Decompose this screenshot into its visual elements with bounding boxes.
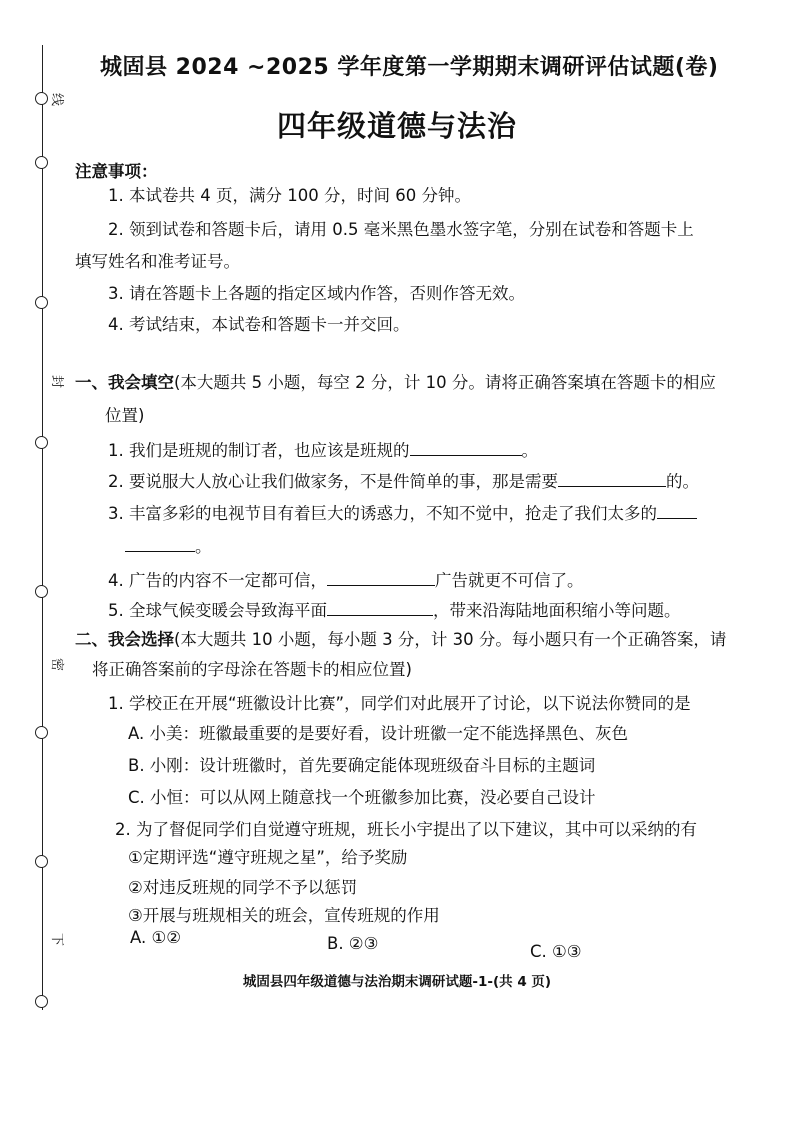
binding-char-mi: 密 <box>49 657 65 672</box>
section1-desc-cont: 位置) <box>105 406 145 425</box>
choice-option-c: C. 小恒：可以从网上随意找一个班徽参加比赛，没必要自己设计 <box>128 788 596 807</box>
note-item: 2. 领到试卷和答题卡后，请用 0.5 毫米黑色墨水签字笔，分别在试卷和答题卡上 <box>108 220 694 239</box>
choice-question-2: 2. 为了督促同学们自觉遵守班规，班长小宇提出了以下建议，其中可以采纳的有 <box>115 820 697 839</box>
answer-blank <box>327 567 435 586</box>
choice-item-3: ③开展与班规相关的班会，宣传班规的作用 <box>128 906 440 925</box>
binding-circle <box>35 855 48 868</box>
section2-heading-line <box>75 628 726 652</box>
question-text: ，带来沿海陆地面积缩小等问题。 <box>433 601 681 620</box>
section2-desc: (本大题共 10 小题，每小题 3 分，计 30 分。每小题只有一个正确答案，请 <box>174 630 727 649</box>
fill-question-2 <box>108 468 699 494</box>
answer-blank <box>657 500 697 519</box>
binding-circle <box>35 995 48 1008</box>
question-text: 5. 全球气候变暖会导致海平面 <box>108 601 327 620</box>
answer-blank <box>125 533 195 552</box>
section2-desc-cont: 将正确答案前的字母涂在答题卡的相应位置) <box>92 660 412 679</box>
binding-circle <box>35 156 48 169</box>
note-item: 4. 考试结束，本试卷和答题卡一并交回。 <box>108 315 410 334</box>
binding-char-feng: 封 <box>49 374 65 389</box>
note-item: 3. 请在答题卡上各题的指定区域内作答，否则作答无效。 <box>108 284 525 303</box>
choice-question-1: 1. 学校正在开展“班徽设计比赛”，同学们对此展开了讨论，以下说法你赞同的是 <box>108 694 691 713</box>
exam-title: 城固县 2024 ~2025 学年度第一学期期末调研评估试题(卷) <box>100 55 719 80</box>
choice-item-2: ②对违反班规的同学不予以惩罚 <box>128 878 358 897</box>
question-text: 。 <box>521 441 538 460</box>
choice-option-c: C. ①③ <box>530 942 582 961</box>
binding-char-xia: 下 <box>49 932 65 947</box>
question-text: 广告就更不可信了。 <box>435 571 584 590</box>
question-text: 3. 丰富多彩的电视节目有着巨大的诱惑力，不知不觉中，抢走了我们太多的 <box>108 504 657 523</box>
fill-question-4 <box>108 567 584 593</box>
question-text: 。 <box>195 537 212 556</box>
answer-blank <box>327 597 433 616</box>
section1-desc: (本大题共 5 小题，每空 2 分，计 10 分。请将正确答案填在答题卡的相应 <box>174 373 716 392</box>
choice-item-1: ①定期评选“遵守班规之星”，给予奖励 <box>128 848 408 867</box>
choice-option-b: B. 小刚：设计班徽时，首先要确定能体现班级奋斗目标的主题词 <box>128 756 596 775</box>
fill-question-1 <box>108 437 538 463</box>
binding-circle <box>35 296 48 309</box>
section2-heading: 二、我会选择 <box>75 630 174 649</box>
binding-circle <box>35 585 48 598</box>
subject-title: 四年级道德与法治 <box>276 109 517 143</box>
section1-heading-line <box>75 371 716 395</box>
question-text: 4. 广告的内容不一定都可信， <box>108 571 327 590</box>
note-item: 填写姓名和准考证号。 <box>75 252 240 271</box>
question-text: 的。 <box>666 472 699 491</box>
binding-circle <box>35 436 48 449</box>
choice-option-b: B. ②③ <box>327 934 379 953</box>
section1-heading: 一、我会填空 <box>75 373 174 392</box>
fill-question-3-cont <box>125 533 212 559</box>
page-footer: 城固县四年级道德与法治期末调研试题-1-(共 4 页) <box>242 974 552 990</box>
choice-option-a: A. ①② <box>130 928 182 947</box>
fill-question-3 <box>108 500 697 526</box>
choice-option-a: A. 小美：班徽最重要的是要好看，设计班徽一定不能选择黑色、灰色 <box>128 724 628 743</box>
question-text: 1. 我们是班规的制订者，也应该是班规的 <box>108 441 410 460</box>
notes-heading: 注意事项： <box>75 162 158 181</box>
answer-blank <box>558 468 666 487</box>
question-text: 2. 要说服大人放心让我们做家务，不是件简单的事，那是需要 <box>108 472 558 491</box>
answer-blank <box>410 437 522 456</box>
fill-question-5 <box>108 597 681 623</box>
note-item: 1. 本试卷共 4 页，满分 100 分，时间 60 分钟。 <box>108 186 471 205</box>
binding-char-xian: 线 <box>49 92 65 107</box>
binding-circle <box>35 726 48 739</box>
